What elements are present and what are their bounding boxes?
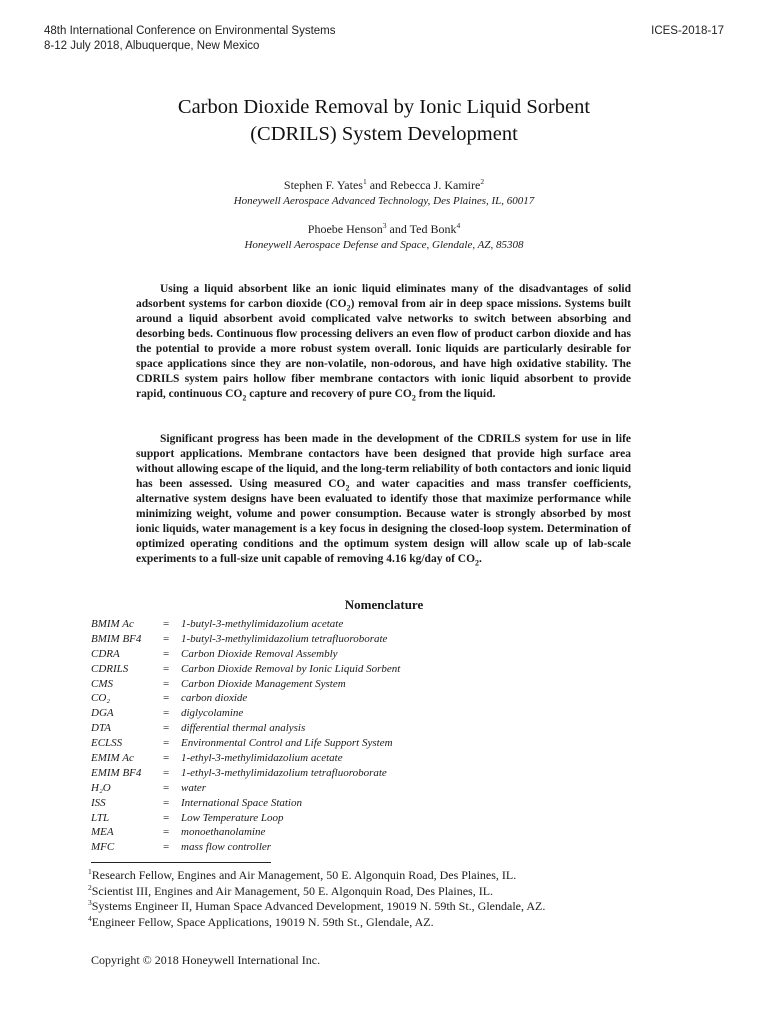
nomenclature-abbreviation: LTL [91, 811, 110, 824]
author-footnote-mark: 2 [480, 177, 485, 186]
nomenclature-equals: = [163, 811, 170, 824]
footnote-number: 2 [88, 882, 92, 892]
author-name: Phoebe Henson [307, 222, 383, 236]
nomenclature-definition: 1-ethyl-3-methylimidazolium tetrafluoroborate [181, 766, 387, 779]
nomenclature-equals: = [163, 766, 170, 779]
author-line-2 [0, 222, 768, 237]
footnote [88, 899, 545, 915]
title-line-1: Carbon Dioxide Removal by Ionic Liquid Sorbent [177, 96, 591, 118]
nomenclature-definition: mass flow controller [181, 841, 272, 854]
nomenclature-abbreviation: DGA [91, 707, 114, 720]
footnote-number: 3 [88, 898, 92, 907]
footnote [88, 868, 545, 884]
nomenclature-abbreviation: EMIM BF4 [91, 766, 142, 779]
paper-id: ICES-2018-17 [651, 25, 724, 37]
footnote-text: Scientist III, Engines and Air Management, 50 E. Algonquin Road, Des Plaines, IL. [91, 883, 494, 898]
nomenclature-equals: = [163, 781, 170, 794]
footnote-divider [91, 862, 271, 863]
nomenclature-definition: differential thermal analysis [181, 722, 306, 735]
conference-dates-location: 8-12 July 2018, Albuquerque, New Mexico [44, 39, 260, 52]
nomenclature-abbreviation: MFC [91, 841, 115, 854]
paper-title [0, 94, 768, 148]
nomenclature-definition: Carbon Dioxide Management System [181, 677, 346, 690]
nomenclature-abbreviation: BMIM BF4 [91, 632, 142, 645]
nomenclature-equals: = [163, 722, 170, 735]
nomenclature-abbreviation: CDRA [91, 647, 120, 660]
footnote-number: 4 [88, 913, 92, 923]
conference-name: 48th International Conference on Environmental Systems [44, 25, 336, 37]
author-footnote-mark: 3 [382, 221, 387, 230]
copyright-notice: Copyright © 2018 Honeywell International Inc. [91, 953, 321, 967]
author-name: Stephen F. Yates [283, 178, 363, 192]
footnote-text: Systems Engineer II, Human Space Advanced Development, 19019 N. 59th St., Glendale, AZ. [91, 899, 546, 913]
nomenclature-abbreviation: CDRILS [91, 662, 129, 675]
nomenclature-equals: = [163, 841, 170, 854]
nomenclature-definition: 1-butyl-3-methylimidazolium acetate [181, 618, 344, 630]
footnote-text: Research Fellow, Engines and Air Management, 50 E. Algonquin Road, Des Plaines, IL. [91, 868, 517, 882]
author-name: Ted Bonk [409, 222, 457, 236]
nomenclature-equals: = [163, 677, 170, 690]
footnote [88, 915, 545, 931]
nomenclature-equals: = [163, 796, 170, 809]
nomenclature-equals: = [163, 632, 170, 645]
abstract-paragraph-1: Using a liquid absorbent like an ionic liquid eliminates many of the disadvantages of solid adsorbent systems for carbon dioxide $(CO_2)$ removal from air in deep space missions. Systems built around a liquid absorbent avoid complicated valve networks to switch between absorbing and desorbing beds. Continuous flow processing delivers an even flow of product carbon dioxide and has the potential to provide a more robust system overall. Ionic liquids are particularly desirable for space applications since they are non-volatile, non-odorous, and have high oxidative stability. The CDRILS system pairs hollow fiber membrane contactors with ionic liquid absorbent to provide rapid, continuous $CO_2$ capture and recovery of pure $CO_2$ from the liquid. [136, 283, 631, 403]
nomenclature-equals: = [163, 737, 170, 750]
author-name: Rebecca J. Kamire [390, 178, 481, 192]
conference-header [44, 24, 336, 53]
nomenclature-abbreviation: MEA [91, 826, 114, 839]
nomenclature-equals: = [163, 707, 170, 720]
nomenclature-definition: diglycolamine [181, 707, 244, 720]
author-line-1 [0, 178, 768, 193]
nomenclature-abbreviation: ECLSS [91, 737, 123, 750]
nomenclature-abbreviation: ISS [91, 796, 106, 809]
nomenclature-definition: International Space Station [181, 796, 302, 809]
nomenclature-abbreviation: EMIM Ac [91, 752, 134, 765]
nomenclature-definition: 1-ethyl-3-methylimidazolium acetate [181, 752, 343, 765]
footnote-text: Engineer Fellow, Space Applications, 19019 N. 59th St., Glendale, AZ. [91, 914, 434, 929]
nomenclature-equals: = [163, 618, 170, 630]
author-footnote-mark: 1 [362, 177, 367, 186]
footnote-number: 1 [88, 867, 92, 876]
nomenclature-heading: Nomenclature [344, 597, 424, 612]
nomenclature-equals: = [163, 692, 170, 705]
affiliation-2: Honeywell Aerospace Defense and Space, Glendale, AZ, 85308 [244, 239, 524, 251]
nomenclature-equals: = [163, 752, 170, 765]
author-joiner: and [366, 178, 391, 192]
nomenclature-definition: Low Temperature Loop [181, 811, 284, 824]
nomenclature-abbreviation: CO₂ [91, 692, 111, 705]
nomenclature-definition: water [181, 781, 207, 794]
nomenclature-definition: Environmental Control and Life Support System [181, 737, 393, 750]
nomenclature-equals: = [163, 647, 170, 660]
nomenclature-abbreviation: H₂O [91, 781, 111, 794]
nomenclature-abbreviation: DTA [91, 722, 111, 735]
nomenclature-abbreviation: BMIM Ac [91, 618, 134, 630]
nomenclature-definition: Carbon Dioxide Removal Assembly [181, 647, 338, 660]
nomenclature-definition: monoethanolamine [181, 826, 266, 839]
affiliation-1: Honeywell Aerospace Advanced Technology, Des Plaines, IL, 60017 [233, 195, 535, 207]
author-footnote-mark: 4 [456, 221, 461, 230]
author-joiner: and [386, 222, 410, 236]
nomenclature-equals: = [163, 826, 170, 839]
nomenclature-equals: = [163, 662, 170, 675]
nomenclature-definition: 1-butyl-3-methylimidazolium tetrafluoroborate [181, 632, 388, 645]
nomenclature-abbreviation: CMS [91, 677, 113, 690]
footnotes [88, 868, 545, 930]
abstract-paragraph-2: Significant progress has been made in the development of the CDRILS system for use in life support applications. Membrane contactors have been designed that provide high surface area without allowing escape of the liquid, and the long-term reliability of both contactors and ionic liquid has been assessed. Using measured $CO_2$ and water capacities and mass transfer coefficients, alternative system designs have been evaluated to identify those that maximize performance while minimizing weight, volume and power consumption. Because water is strongly absorbed by most ionic liquids, water management is a key focus in designing the closed-loop system. Determination of optimized operating conditions and the optimum system design will allow scale up of lab-scale experiments to a full-size unit capable of removing 4.16 kg/day of $CO_2$. [136, 433, 631, 568]
nomenclature-definition: carbon dioxide [181, 692, 248, 705]
title-line-2: (CDRILS) System Development [250, 123, 518, 145]
nomenclature-definition: Carbon Dioxide Removal by Ionic Liquid Sorbent [181, 662, 401, 675]
footnote [88, 884, 545, 900]
